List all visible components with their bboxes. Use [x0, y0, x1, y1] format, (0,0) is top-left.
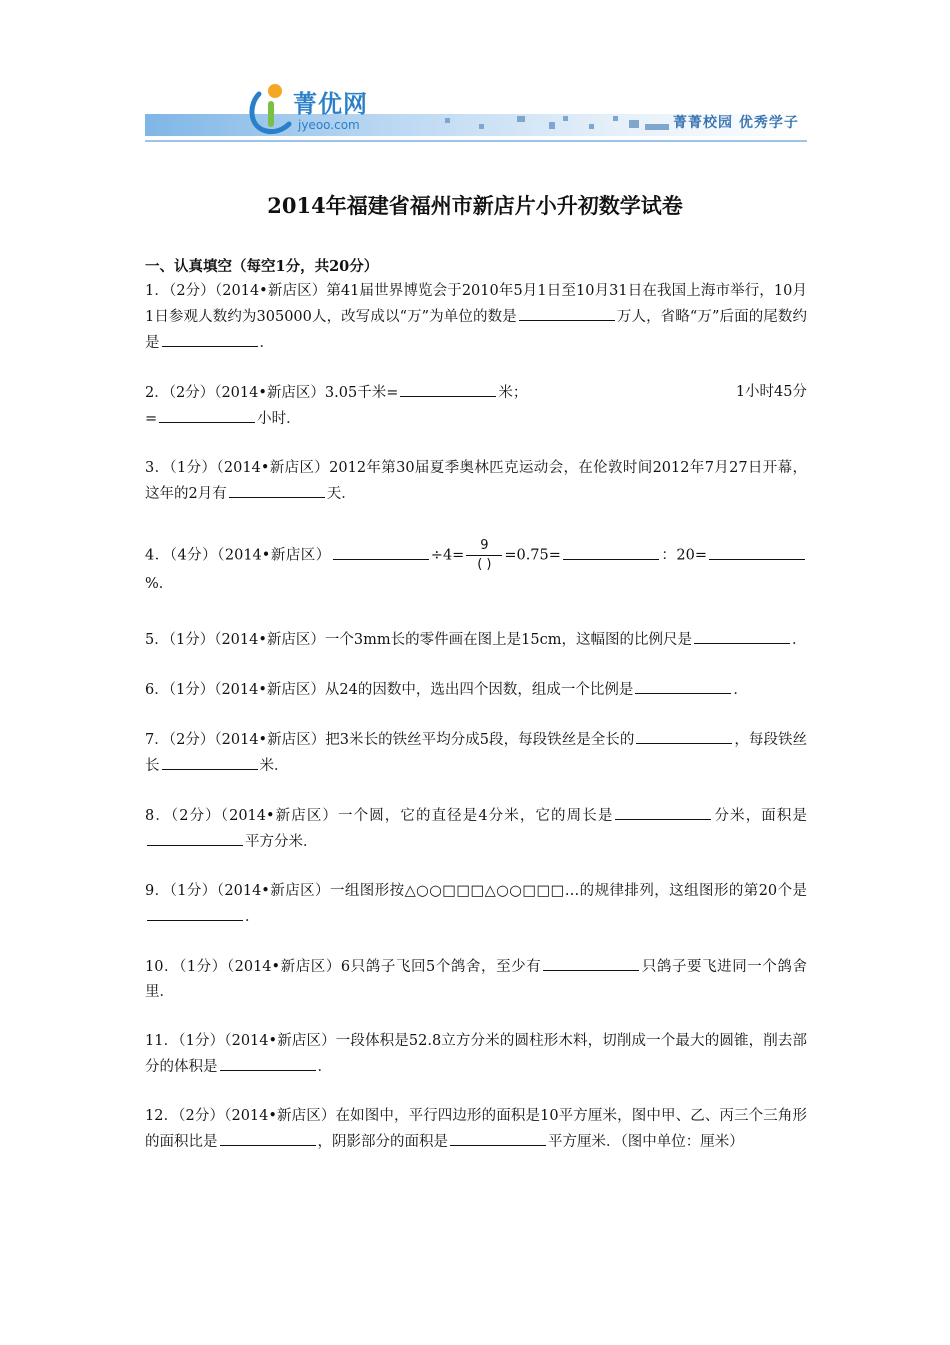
section-heading: 一、认真填空（每空1分，共20分） — [145, 258, 379, 275]
answer-blank[interactable] — [162, 753, 258, 770]
answer-blank[interactable] — [519, 304, 615, 321]
answer-blank[interactable] — [635, 677, 731, 694]
answer-blank[interactable] — [147, 904, 243, 921]
answer-blank[interactable] — [636, 727, 732, 744]
answer-blank[interactable] — [709, 543, 805, 560]
jyeoo-logo-icon — [245, 80, 297, 140]
header-slogan: 菁菁校园 优秀学子 — [673, 115, 799, 131]
decorative-dots — [445, 108, 625, 136]
question-1: 1．（2分）（2014•新店区）第41届世界博览会于2010年5月1日至10月31日在我国上海市举行，10月1日参观人数约为305000人，改写成以“万”为单位的数是 万人，省略“万”后面的尾数约是 ． — [145, 283, 807, 351]
question-8: 8．（2分）（2014•新店区）一个圆，它的直径是4分米，它的周长是 分米，面积是平方分米． — [145, 803, 807, 855]
answer-blank[interactable] — [220, 1054, 316, 1071]
question-7: 7．（2分）（2014•新店区）把3米长的铁丝平均分成5段，每段铁丝是全长的 ，每段铁丝长 米． — [145, 727, 807, 779]
answer-blank[interactable] — [543, 954, 639, 971]
question-11: 11．（1分）（2014•新店区）一段体积是52.8立方分米的圆柱形木料，切削成一个最大的圆锥，削去部分的体积是 ． — [145, 1033, 807, 1075]
question-2: 2．（2分）（2014•新店区）3.05千米= 米； 1小时45分 = 小时． — [145, 380, 807, 432]
answer-blank[interactable] — [450, 1129, 546, 1146]
question-10: 10．（1分）（2014•新店区）6只鸽子飞回5个鸽舍，至少有 只鸽子要飞进同一个鸽舍里． — [145, 954, 807, 1005]
logo-name: 菁优网 — [293, 90, 368, 118]
exam-content — [145, 255, 807, 1179]
question-12: 12．（2分）（2014•新店区）在如图中，平行四边形的面积是10平方厘米，图中甲、乙、丙三个三角形的面积比是 ，阴影部分的面积是 平方厘米．（图中单位：厘米） — [145, 1108, 807, 1150]
fraction-numerator: 9 — [466, 539, 502, 556]
answer-blank[interactable] — [220, 1129, 316, 1146]
page-header — [145, 78, 807, 152]
fraction-denominator: ( ) — [477, 557, 492, 572]
answer-blank[interactable] — [563, 543, 659, 560]
fraction — [466, 539, 502, 572]
answer-blank[interactable] — [147, 829, 243, 846]
question-5: 5．（1分）（2014•新店区）一个3mm长的零件画在图上是15cm，这幅图的比例尺是 ． — [145, 627, 807, 653]
answer-blank[interactable] — [694, 627, 790, 644]
answer-blank[interactable] — [400, 380, 496, 397]
answer-blank[interactable] — [333, 543, 429, 560]
logo-url: jyeoo.com — [298, 118, 360, 132]
page-title: 2014年福建省福州市新店片小升初数学试卷 — [267, 193, 683, 218]
header-divider — [145, 140, 807, 142]
question-6: 6．（1分）（2014•新店区）从24的因数中，选出四个因数，组成一个比例是 ． — [145, 677, 807, 703]
answer-blank[interactable] — [159, 406, 255, 423]
answer-blank[interactable] — [162, 330, 258, 347]
answer-blank[interactable] — [229, 481, 325, 498]
question-3: 3．（1分）（2014•新店区）2012年第30届夏季奥林匹克运动会，在伦敦时间2012年7月27日开幕，这年的2月有 天． — [145, 460, 807, 502]
answer-blank[interactable] — [615, 803, 711, 820]
question-4: 4．（4分）（2014•新店区） ÷4= $\frac{9}{( )}$ =0.75= ：20=%． — [145, 539, 807, 597]
question-9: 9．（1分）（2014•新店区）一组图形按△○○□□□△○○□□□…的规律排列，这组图形的第20个是． — [145, 883, 807, 925]
